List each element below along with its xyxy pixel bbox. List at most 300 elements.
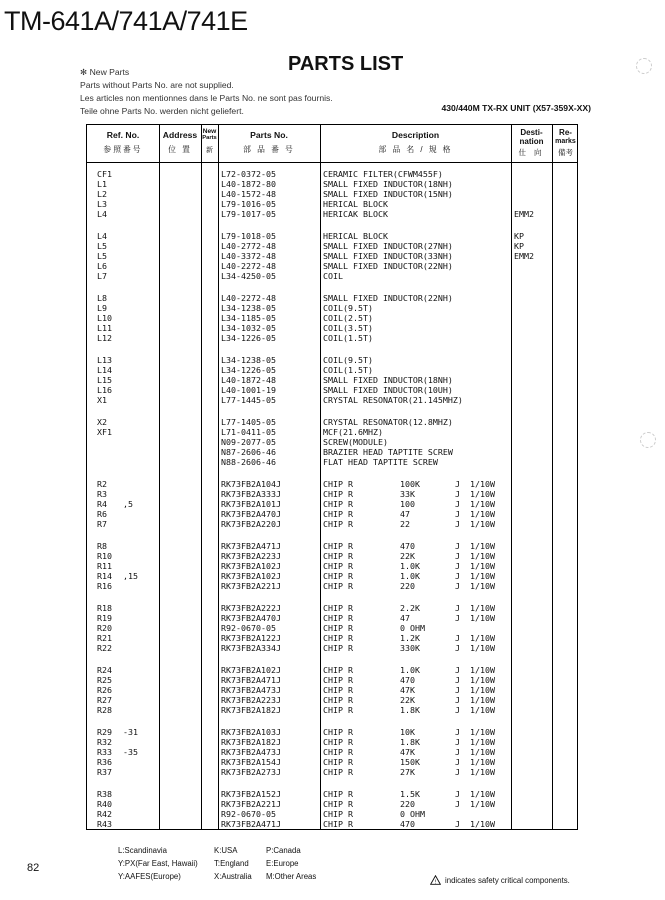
- cell-tol: J: [455, 489, 460, 499]
- cell-pow: 1/10W: [470, 613, 495, 623]
- cell-ref: XF1: [97, 427, 112, 437]
- table-row: [87, 313, 577, 323]
- cell-part: RK73FB2A471J: [221, 819, 281, 829]
- cell-desc: SMALL FIXED INDUCTOR(33NH): [323, 251, 453, 261]
- cell-part: RK73FB2A102J: [221, 571, 281, 581]
- header-new-parts: New Parts 新: [202, 128, 217, 154]
- cell-pow: 1/10W: [470, 643, 495, 653]
- cell-desc: CHIP R: [323, 479, 353, 489]
- cell-ref: CF1: [97, 169, 112, 179]
- table-row: [87, 665, 577, 675]
- cell-ref: R42: [97, 809, 112, 819]
- cell-ref: R19: [97, 613, 112, 623]
- cell-tol: J: [455, 665, 460, 675]
- cell-desc: CHIP R: [323, 643, 353, 653]
- cell-part: RK73FB2A471J: [221, 541, 281, 551]
- table-row: [87, 323, 577, 333]
- cell-ref: R10: [97, 551, 112, 561]
- cell-ref: R20: [97, 623, 112, 633]
- cell-ref: R37: [97, 767, 112, 777]
- cell-part: N87-2606-46: [221, 447, 276, 457]
- note-english: Parts without Parts No. are not supplied.: [80, 80, 234, 90]
- cell-ref: L1: [97, 179, 107, 189]
- cell-ref: R24: [97, 665, 112, 675]
- cell-desc: COIL(9.5T): [323, 303, 373, 313]
- cell-pow: 1/10W: [470, 819, 495, 829]
- table-row: [87, 819, 577, 829]
- cell-val: 470: [400, 541, 415, 551]
- table-row: [87, 789, 577, 799]
- cell-tol: J: [455, 643, 460, 653]
- cell-val: 470: [400, 819, 415, 829]
- cell-tol: J: [455, 613, 460, 623]
- cell-val: 22: [400, 519, 410, 529]
- cell-ref: L16: [97, 385, 112, 395]
- cell-val: 47: [400, 613, 410, 623]
- cell-val: 220: [400, 581, 415, 591]
- cell-part: L34-4250-05: [221, 271, 276, 281]
- cell-ref: R38: [97, 789, 112, 799]
- cell-ref: R29: [97, 727, 112, 737]
- cell-tol: J: [455, 757, 460, 767]
- cell-ref: L11: [97, 323, 112, 333]
- cell-val: 100: [400, 499, 415, 509]
- legend-column-1: [118, 844, 198, 883]
- cell-part: RK73FB2A152J: [221, 789, 281, 799]
- cell-desc: CHIP R: [323, 675, 353, 685]
- cell-desc: CHIP R: [323, 519, 353, 529]
- cell-tol: J: [455, 499, 460, 509]
- cell-val: 1.8K: [400, 737, 420, 747]
- cell-desc: CRYSTAL RESONATOR(12.8MHZ): [323, 417, 453, 427]
- cell-pow: 1/10W: [470, 695, 495, 705]
- cell-ref: L9: [97, 303, 107, 313]
- cell-ref: R43: [97, 819, 112, 829]
- safety-note-text: indicates safety critical components.: [445, 876, 570, 885]
- cell-desc: COIL(1.5T): [323, 365, 373, 375]
- table-row: [87, 385, 577, 395]
- cell-ref: R33: [97, 747, 112, 757]
- cell-desc: CHIP R: [323, 705, 353, 715]
- cell-ref: L3: [97, 199, 107, 209]
- cell-tol: J: [455, 737, 460, 747]
- cell-tol: J: [455, 767, 460, 777]
- table-row: [87, 293, 577, 303]
- cell-pow: 1/10W: [470, 489, 495, 499]
- cell-val: 1.0K: [400, 561, 420, 571]
- cell-part: RK73FB2A334J: [221, 643, 281, 653]
- table-row: [87, 675, 577, 685]
- table-row: [87, 571, 577, 581]
- cell-part: L79-1016-05: [221, 199, 276, 209]
- cell-desc: SMALL FIXED INDUCTOR(22NH): [323, 261, 453, 271]
- cell-part: L34-1032-05: [221, 323, 276, 333]
- cell-tol: J: [455, 727, 460, 737]
- cell-part: RK73FB2A222J: [221, 603, 281, 613]
- cell-pow: 1/10W: [470, 789, 495, 799]
- cell-val: 47: [400, 509, 410, 519]
- cell-dest: EMM2: [514, 209, 534, 219]
- cell-part: RK73FB2A473J: [221, 747, 281, 757]
- cell-ref: L5: [97, 251, 107, 261]
- cell-ref: R14: [97, 571, 112, 581]
- cell-part: R92-0670-05: [221, 623, 276, 633]
- cell-ref: X1: [97, 395, 107, 405]
- cell-desc: CHIP R: [323, 809, 353, 819]
- cell-addr: -35: [123, 747, 138, 757]
- header-ref: Ref. No. 参照番号: [103, 130, 143, 154]
- cell-part: RK73FB2A220J: [221, 519, 281, 529]
- cell-addr: ,15: [123, 571, 138, 581]
- cell-part: L77-1405-05: [221, 417, 276, 427]
- cell-pow: 1/10W: [470, 727, 495, 737]
- cell-tol: J: [455, 685, 460, 695]
- cell-desc: CHIP R: [323, 561, 353, 571]
- cell-desc: SCREW(MODULE): [323, 437, 388, 447]
- cell-part: RK73FB2A470J: [221, 613, 281, 623]
- svg-text:!: !: [434, 879, 437, 885]
- cell-desc: CHIP R: [323, 541, 353, 551]
- cell-ref: R7: [97, 519, 107, 529]
- cell-val: 1.8K: [400, 705, 420, 715]
- cell-tol: J: [455, 479, 460, 489]
- table-row: [87, 231, 577, 241]
- cell-ref: L15: [97, 375, 112, 385]
- cell-val: 150K: [400, 757, 420, 767]
- cell-part: L40-1872-80: [221, 179, 276, 189]
- table-row: [87, 737, 577, 747]
- cell-tol: J: [455, 519, 460, 529]
- table-row: [87, 209, 577, 219]
- cell-pow: 1/10W: [470, 551, 495, 561]
- cell-val: 220: [400, 799, 415, 809]
- cell-ref: L4: [97, 209, 107, 219]
- table-row: [87, 365, 577, 375]
- cell-val: 1.0K: [400, 571, 420, 581]
- cell-tol: J: [455, 581, 460, 591]
- cell-val: 27K: [400, 767, 415, 777]
- cell-ref: R6: [97, 509, 107, 519]
- cell-desc: SMALL FIXED INDUCTOR(27NH): [323, 241, 453, 251]
- cell-desc: CHIP R: [323, 685, 353, 695]
- cell-tol: J: [455, 695, 460, 705]
- table-row: [87, 271, 577, 281]
- page-title: PARTS LIST: [288, 53, 404, 75]
- table-row: [87, 179, 577, 189]
- cell-desc: COIL: [323, 271, 343, 281]
- cell-part: RK73FB2A223J: [221, 695, 281, 705]
- table-row: [87, 685, 577, 695]
- table-row: [87, 603, 577, 613]
- cell-dest: EMM2: [514, 251, 534, 261]
- warning-triangle-icon: [430, 875, 441, 885]
- cell-part: L40-2272-48: [221, 293, 276, 303]
- cell-pow: 1/10W: [470, 479, 495, 489]
- legend-item: P:Canada: [266, 846, 301, 855]
- cell-desc: SMALL FIXED INDUCTOR(22NH): [323, 293, 453, 303]
- cell-desc: CHIP R: [323, 509, 353, 519]
- cell-desc: CHIP R: [323, 581, 353, 591]
- cell-tol: J: [455, 561, 460, 571]
- table-row: [87, 519, 577, 529]
- cell-part: RK73FB2A470J: [221, 509, 281, 519]
- cell-part: L40-2772-48: [221, 241, 276, 251]
- cell-desc: MCF(21.6MHZ): [323, 427, 383, 437]
- cell-part: L34-1238-05: [221, 303, 276, 313]
- table-row: [87, 643, 577, 653]
- cell-desc: CRYSTAL RESONATOR(21.145MHZ): [323, 395, 463, 405]
- cell-tol: J: [455, 747, 460, 757]
- cell-ref: R4: [97, 499, 107, 509]
- cell-part: RK73FB2A102J: [221, 665, 281, 675]
- page-number: 82: [27, 862, 40, 874]
- cell-desc: CHIP R: [323, 489, 353, 499]
- cell-ref: R32: [97, 737, 112, 747]
- note-french: Les articles non mentionnes dans le Parts No. ne sont pas fournis.: [80, 93, 333, 103]
- cell-part: L40-3372-48: [221, 251, 276, 261]
- cell-part: RK73FB2A223J: [221, 551, 281, 561]
- cell-part: RK73FB2A471J: [221, 675, 281, 685]
- cell-val: 330K: [400, 643, 420, 653]
- cell-part: RK73FB2A182J: [221, 737, 281, 747]
- cell-val: 0 OHM: [400, 809, 425, 819]
- cell-ref: R40: [97, 799, 112, 809]
- table-row: [87, 261, 577, 271]
- header-address: Address 位 置: [162, 130, 198, 154]
- legend-item: K:USA: [214, 846, 238, 855]
- cell-pow: 1/10W: [470, 571, 495, 581]
- cell-part: RK73FB2A221J: [221, 799, 281, 809]
- cell-pow: 1/10W: [470, 685, 495, 695]
- cell-desc: CHIP R: [323, 613, 353, 623]
- cell-desc: COIL(2.5T): [323, 313, 373, 323]
- cell-desc: FLAT HEAD TAPTITE SCREW: [323, 457, 438, 467]
- cell-val: 33K: [400, 489, 415, 499]
- cell-part: RK73FB2A122J: [221, 633, 281, 643]
- cell-part: L77-1445-05: [221, 395, 276, 405]
- table-row: [87, 241, 577, 251]
- cell-part: RK73FB2A103J: [221, 727, 281, 737]
- cell-desc: SMALL FIXED INDUCTOR(15NH): [323, 189, 453, 199]
- table-row: [87, 447, 577, 457]
- cell-tol: J: [455, 603, 460, 613]
- cell-pow: 1/10W: [470, 675, 495, 685]
- cell-part: N88-2606-46: [221, 457, 276, 467]
- cell-part: RK73FB2A182J: [221, 705, 281, 715]
- binder-hole-middle: [640, 432, 656, 448]
- cell-pow: 1/10W: [470, 665, 495, 675]
- cell-part: L40-2272-48: [221, 261, 276, 271]
- cell-ref: R8: [97, 541, 107, 551]
- cell-part: L79-1017-05: [221, 209, 276, 219]
- cell-ref: L12: [97, 333, 112, 343]
- cell-part: L40-1001-19: [221, 385, 276, 395]
- table-row: [87, 499, 577, 509]
- table-row: [87, 799, 577, 809]
- cell-desc: COIL(9.5T): [323, 355, 373, 365]
- cell-part: RK73FB2A333J: [221, 489, 281, 499]
- legend-column-2: [214, 844, 252, 883]
- cell-val: 10K: [400, 727, 415, 737]
- legend-item: T:England: [214, 859, 249, 868]
- cell-desc: SMALL FIXED INDUCTOR(18NH): [323, 375, 453, 385]
- cell-part: R92-0670-05: [221, 809, 276, 819]
- table-row: [87, 251, 577, 261]
- cell-desc: CHIP R: [323, 499, 353, 509]
- cell-ref: L6: [97, 261, 107, 271]
- cell-desc: CHIP R: [323, 757, 353, 767]
- cell-desc: SMALL FIXED INDUCTOR(18NH): [323, 179, 453, 189]
- cell-part: RK73FB2A101J: [221, 499, 281, 509]
- cell-tol: J: [455, 633, 460, 643]
- cell-desc: CHIP R: [323, 695, 353, 705]
- cell-desc: HERICAK BLOCK: [323, 209, 388, 219]
- cell-ref: R26: [97, 685, 112, 695]
- table-row: [87, 199, 577, 209]
- cell-tol: J: [455, 541, 460, 551]
- cell-pow: 1/10W: [470, 603, 495, 613]
- table-row: [87, 169, 577, 179]
- cell-pow: 1/10W: [470, 519, 495, 529]
- cell-pow: 1/10W: [470, 767, 495, 777]
- table-row: [87, 747, 577, 757]
- cell-pow: 1/10W: [470, 747, 495, 757]
- table-row: [87, 395, 577, 405]
- cell-tol: J: [455, 819, 460, 829]
- binder-hole-top: [636, 58, 652, 74]
- cell-ref: R25: [97, 675, 112, 685]
- cell-ref: R11: [97, 561, 112, 571]
- cell-part: L79-1018-05: [221, 231, 276, 241]
- cell-pow: 1/10W: [470, 581, 495, 591]
- parts-table: [86, 124, 578, 830]
- cell-ref: R16: [97, 581, 112, 591]
- cell-val: 0 OHM: [400, 623, 425, 633]
- cell-tol: J: [455, 705, 460, 715]
- cell-desc: CERAMIC FILTER(CFWM455F): [323, 169, 443, 179]
- cell-ref: L14: [97, 365, 112, 375]
- cell-desc: CHIP R: [323, 603, 353, 613]
- cell-ref: L7: [97, 271, 107, 281]
- table-row: [87, 489, 577, 499]
- table-row: [87, 727, 577, 737]
- table-row: [87, 757, 577, 767]
- cell-desc: BRAZIER HEAD TAPTITE SCREW: [323, 447, 453, 457]
- cell-desc: CHIP R: [323, 819, 353, 829]
- cell-desc: CHIP R: [323, 799, 353, 809]
- table-row: [87, 427, 577, 437]
- header-description: Description 部 品 名 / 規 格: [378, 130, 453, 154]
- cell-part: L72-0372-05: [221, 169, 276, 179]
- cell-ref: L5: [97, 241, 107, 251]
- cell-part: L34-1185-05: [221, 313, 276, 323]
- notes-block: [80, 66, 333, 118]
- cell-ref: R18: [97, 603, 112, 613]
- cell-val: 47K: [400, 685, 415, 695]
- cell-desc: CHIP R: [323, 767, 353, 777]
- cell-desc: CHIP R: [323, 623, 353, 633]
- table-row: [87, 509, 577, 519]
- cell-val: 1.5K: [400, 789, 420, 799]
- unit-title: 430/440M TX-RX UNIT (X57-359X-XX): [441, 103, 591, 113]
- cell-val: 2.2K: [400, 603, 420, 613]
- table-row: [87, 417, 577, 427]
- legend-item: E:Europe: [266, 859, 299, 868]
- table-row: [87, 705, 577, 715]
- cell-part: RK73FB2A102J: [221, 561, 281, 571]
- cell-ref: L10: [97, 313, 112, 323]
- cell-part: L40-1572-48: [221, 189, 276, 199]
- cell-part: L34-1226-05: [221, 365, 276, 375]
- cell-desc: CHIP R: [323, 737, 353, 747]
- cell-pow: 1/10W: [470, 499, 495, 509]
- table-row: [87, 561, 577, 571]
- cell-desc: SMALL FIXED INDUCTOR(10UH): [323, 385, 453, 395]
- cell-ref: R3: [97, 489, 107, 499]
- cell-val: 47K: [400, 747, 415, 757]
- cell-desc: HERICAL BLOCK: [323, 199, 388, 209]
- cell-val: 22K: [400, 551, 415, 561]
- table-row: [87, 333, 577, 343]
- table-row: [87, 581, 577, 591]
- model-title: TM-641A/741A/741E: [4, 6, 248, 36]
- table-row: [87, 551, 577, 561]
- cell-pow: 1/10W: [470, 757, 495, 767]
- cell-pow: 1/10W: [470, 561, 495, 571]
- cell-desc: COIL(3.5T): [323, 323, 373, 333]
- cell-addr: ,5: [123, 499, 133, 509]
- cell-desc: CHIP R: [323, 551, 353, 561]
- cell-part: RK73FB2A104J: [221, 479, 281, 489]
- cell-desc: CHIP R: [323, 747, 353, 757]
- cell-ref: L2: [97, 189, 107, 199]
- legend-item: L:Scandinavia: [118, 846, 167, 855]
- cell-part: RK73FB2A154J: [221, 757, 281, 767]
- cell-desc: CHIP R: [323, 571, 353, 581]
- cell-val: 1.2K: [400, 633, 420, 643]
- legend-item: X:Australia: [214, 872, 252, 881]
- cell-ref: R2: [97, 479, 107, 489]
- cell-pow: 1/10W: [470, 509, 495, 519]
- cell-desc: CHIP R: [323, 789, 353, 799]
- cell-part: RK73FB2A273J: [221, 767, 281, 777]
- cell-desc: CHIP R: [323, 727, 353, 737]
- table-row: [87, 375, 577, 385]
- header-parts-no: Parts No. 部 品 番 号: [243, 130, 295, 154]
- cell-ref: R36: [97, 757, 112, 767]
- legend-item: Y:AAFES(Europe): [118, 872, 181, 881]
- header-divider: [87, 162, 577, 163]
- cell-pow: 1/10W: [470, 541, 495, 551]
- cell-ref: L4: [97, 231, 107, 241]
- table-row: [87, 541, 577, 551]
- cell-tol: J: [455, 789, 460, 799]
- cell-dest: KP: [514, 241, 524, 251]
- table-row: [87, 613, 577, 623]
- cell-val: 1.0K: [400, 665, 420, 675]
- cell-ref: L8: [97, 293, 107, 303]
- table-row: [87, 355, 577, 365]
- header-remarks: Re- marks 備考: [555, 128, 576, 157]
- cell-tol: J: [455, 551, 460, 561]
- header-destination: Desti- nation 仕 向: [518, 128, 545, 157]
- cell-addr: -31: [123, 727, 138, 737]
- cell-ref: R28: [97, 705, 112, 715]
- cell-ref: R21: [97, 633, 112, 643]
- legend-item: Y:PX(Far East, Hawaii): [118, 859, 198, 868]
- note-german: Teile ohne Parts No. werden nicht geliefert.: [80, 106, 244, 116]
- cell-dest: KP: [514, 231, 524, 241]
